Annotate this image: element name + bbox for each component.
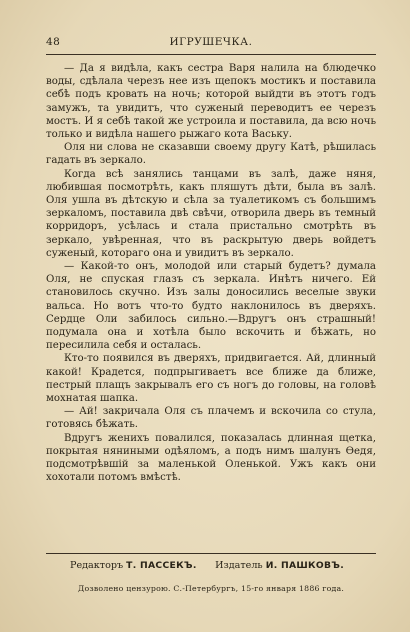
paragraph: Вдругъ женихъ повалился, показалась длинная щетка, покрытая няниными одѣяломъ, а подъ нимъ шалунъ Өедя, подсмотрѣвшій за маленькой Оленькой. Ужъ какъ они хохотали потомъ вмѣстѣ. [46, 432, 376, 484]
editor-label: Редакторъ [70, 560, 124, 571]
imprint-line [46, 560, 376, 574]
paragraph: — Ай! закричала Оля съ плачемъ и вскочила со стула, готовясь бѣжать. [46, 406, 376, 431]
publisher-label: Издатель [215, 560, 263, 571]
paragraph: — Да я видѣла, какъ сестра Варя налила на блюдечко воды, сдѣлала черезъ нее изъ щепокъ мостикъ и поставила себѣ подъ кровать на ночь; которой выйдти въ этотъ годъ замужъ, та увидитъ, что суженый переводитъ ее черезъ мостъ. И я себѣ такой же устроила и поставила, да всю ночь только и видѣла нашего рыжаго кота Ваську. [46, 63, 376, 141]
page-number: 48 [46, 36, 61, 48]
publisher-name: И. ПАШКОВЪ. [265, 560, 344, 571]
running-title: ИГРУШЕЧКА. [169, 36, 253, 48]
paragraph: Оля ни слова не сказавши своему другу Катѣ, рѣшилась гадать въ зеркало. [46, 142, 376, 167]
publisher-credit [215, 560, 344, 571]
paragraph: Когда всѣ занялись танцами въ залѣ, даже няня, любившая посмотрѣть, какъ пляшутъ дѣти, была въ залѣ. Оля ушла въ дѣтскую и сѣла за туалетикомъ съ большимъ зеркаломъ, поставила двѣ свѣчи, отворила дверь въ темный корридоръ, усѣлась и стала пристально смотрѣть въ зеркало, увѣренная, что въ раскрытую дверь войдетъ суженый, котораго она и увидитъ въ зеркало. [46, 168, 376, 259]
header-rule [46, 54, 376, 55]
censorship-note: Дозволено цензурою. С.-Петербургъ, 15-го января 1886 года. [77, 584, 345, 593]
editor-name: Т. ПАССЕКЪ. [126, 560, 197, 571]
paragraph: — Какой-то онъ, молодой или старый будетъ? думала Оля, не спуская глазъ съ зеркала. Инѣтъ ничего. Ей становилось скучно. Изъ залы доносились веселые звуки вальса. Но вотъ что-то будто наклонилось въ дверяхъ. Сердце Оли забилось сильно.—Вдругъ онъ страшный! подумала она и хотѣла было вскочить и бѣжать, но пересилила себя и осталась. [46, 261, 376, 352]
page-header [46, 36, 376, 52]
editor-credit [70, 560, 197, 571]
paragraph: Кто-то появился въ дверяхъ, придвигается. Ай, длинный какой! Крадется, подпрыгиваетъ все ближе да ближе, пестрый плащъ закрывалъ его съ ногъ до головы, на головѣ мохнатая шапка. [46, 353, 376, 405]
footer-rule [46, 553, 376, 554]
story-text [46, 62, 376, 485]
